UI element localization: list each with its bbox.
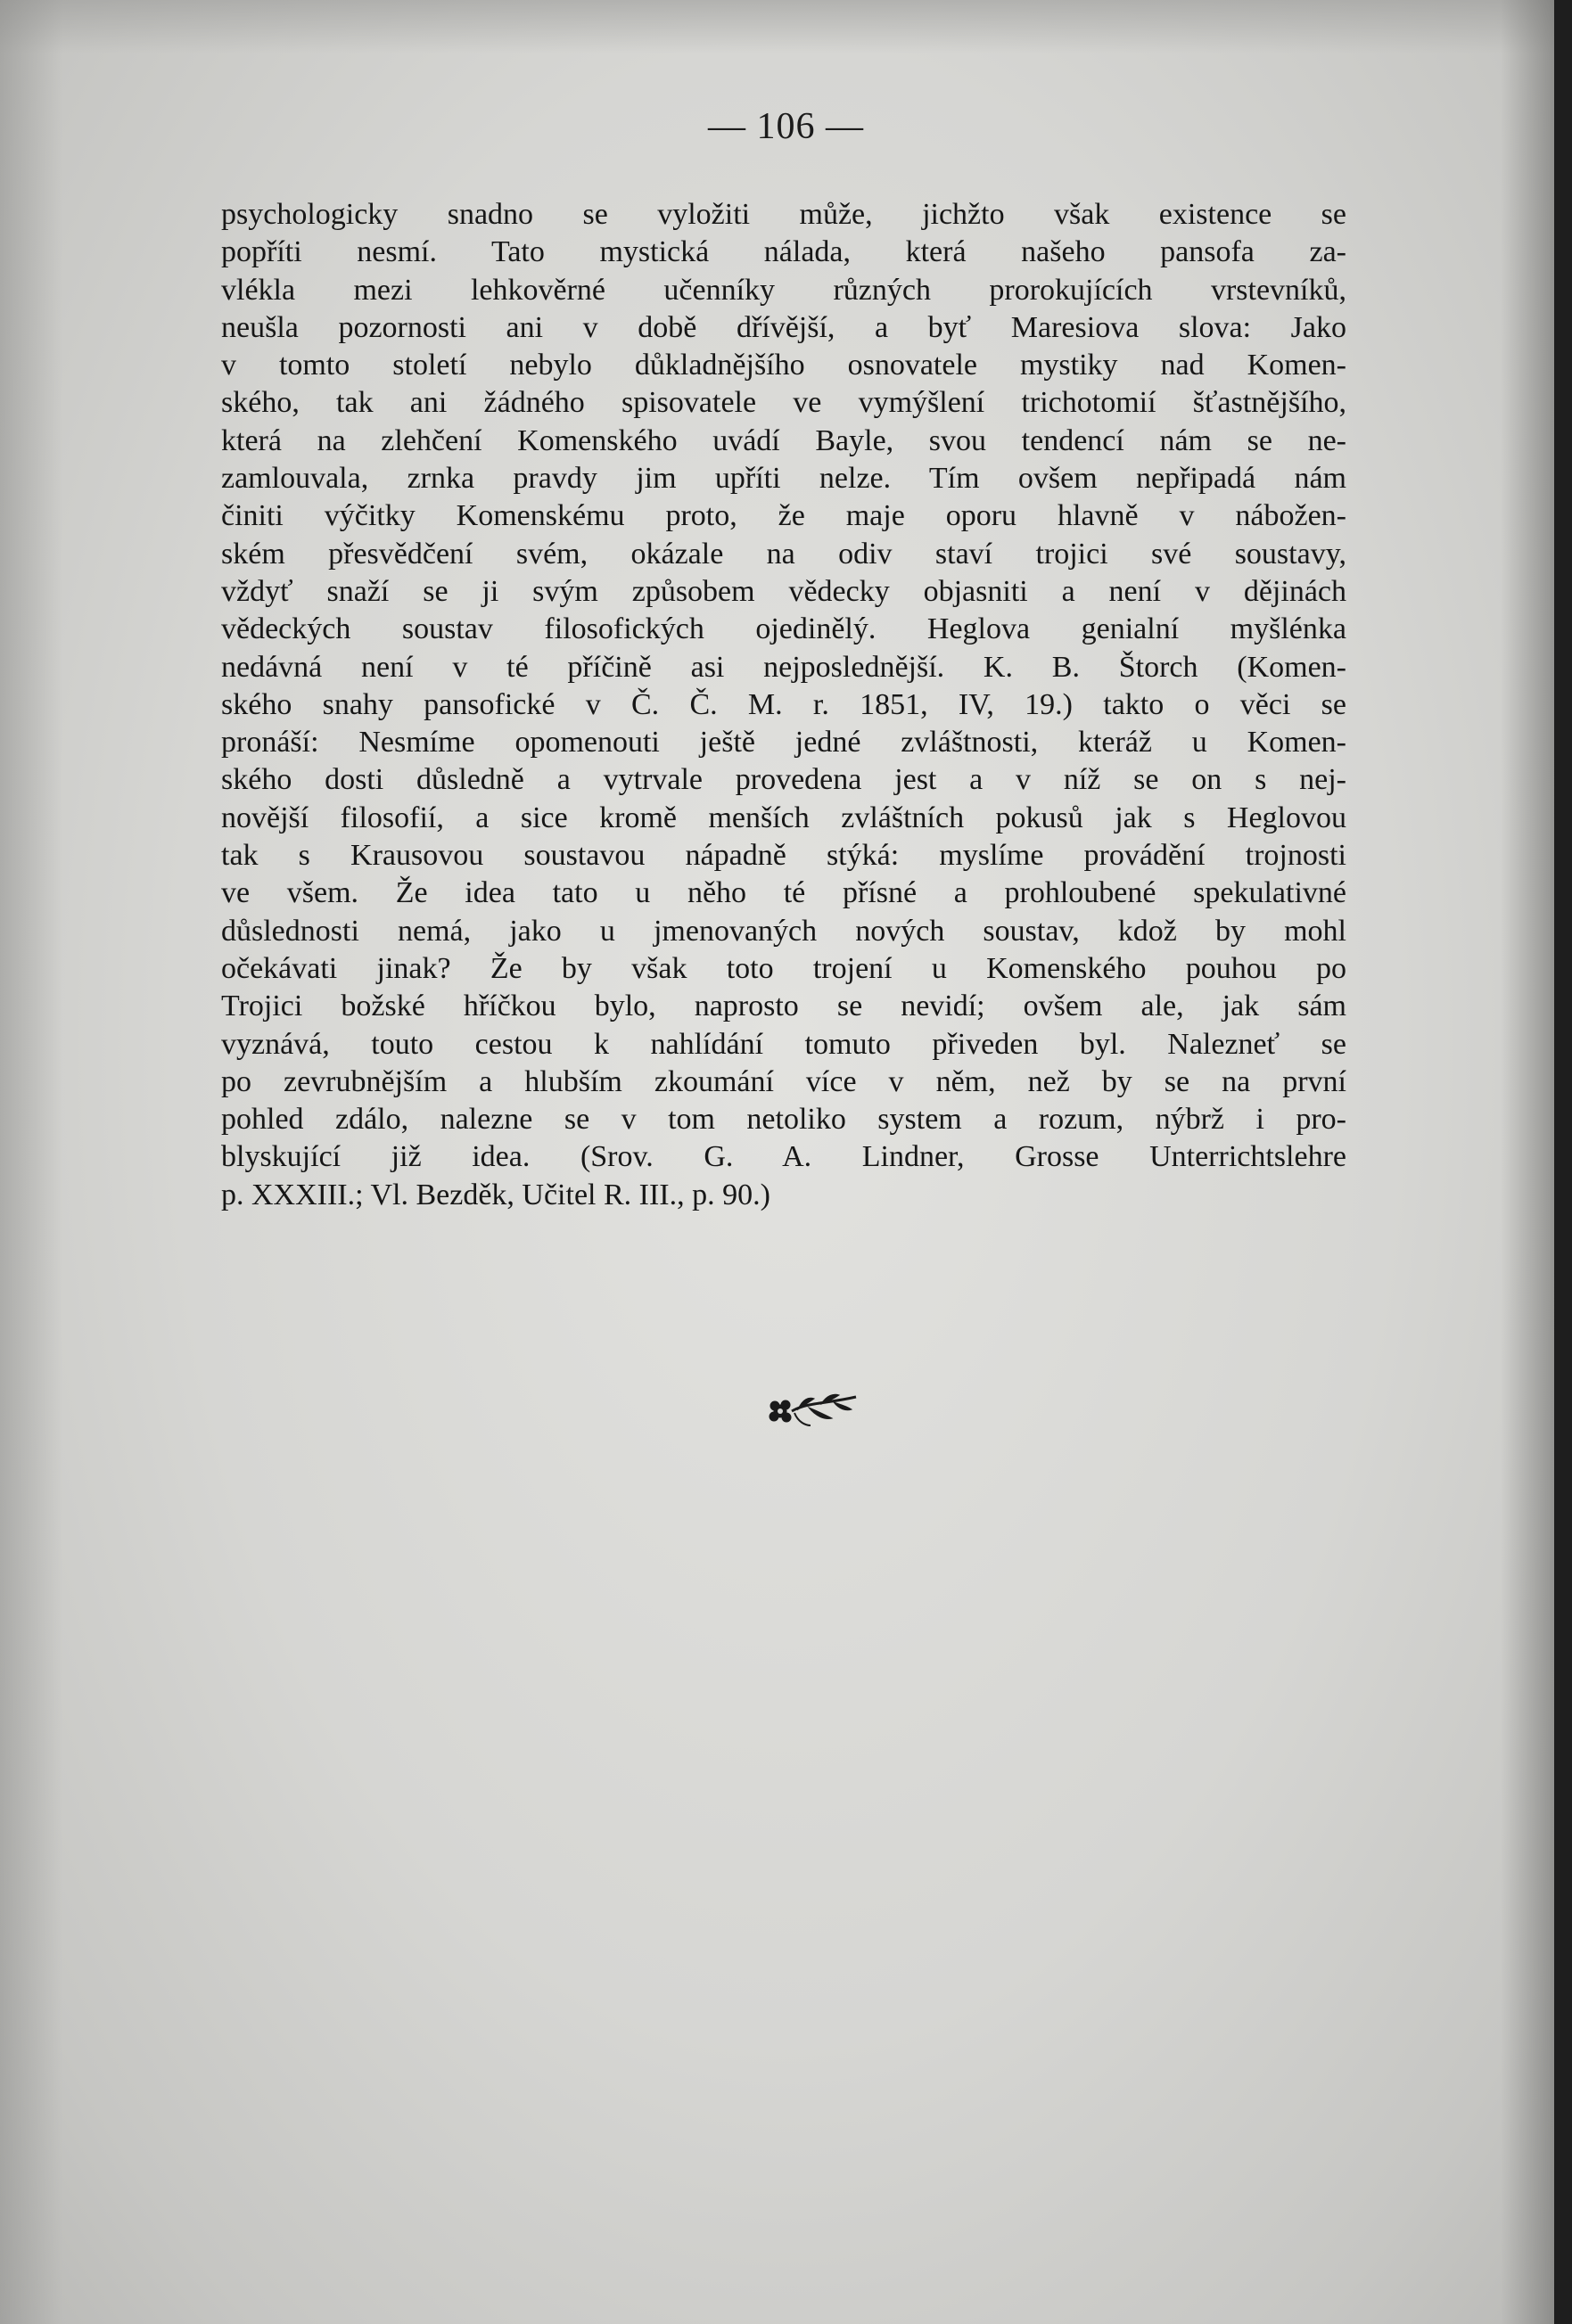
text-line: ského, tak ani žádného spisovatele ve vymýšlení trichotomií šťastnějšího, — [221, 386, 1346, 420]
scan-binding-edge — [1554, 0, 1572, 2324]
text-line: po zevrubnějším a hlubším zkoumání více v něm, než by se na první — [221, 1064, 1346, 1098]
text-line: ském přesvědčení svém, okázale na odiv staví trojici své soustavy, — [221, 537, 1346, 571]
scan-shadow-right — [1501, 0, 1554, 2324]
text-line: vždyť snaží se ji svým způsobem vědecky objasniti a není v dějinách — [221, 574, 1346, 608]
text-line: důslednosti nemá, jako u jmenovaných nových soustav, kdož by mohl — [221, 914, 1346, 948]
text-line: popříti nesmí. Tato mystická nálada, která našeho pansofa za- — [221, 235, 1346, 269]
text-line: neušla pozornosti ani v době dřívější, a byť Maresiova slova: Jako — [221, 310, 1346, 344]
text-line: činiti výčitky Komenskému proto, že maje oporu hlavně v nábožen- — [221, 499, 1346, 533]
text-line: pronáší: Nesmíme opomenouti ještě jedné zvláštnosti, kteráž u Komen- — [221, 726, 1346, 760]
text-line: p. XXXIII.; Vl. Bezděk, Učitel R. III., p. 90.) — [221, 1178, 770, 1211]
text-line: zamlouvala, zrnka pravdy jim upříti nelze. Tím ovšem nepřipadá nám — [221, 462, 1346, 496]
text-line: psychologicky snadno se vyložiti může, jichžto však existence se — [221, 198, 1346, 231]
text-line: Trojici božské hříčkou bylo, naprosto se nevidí; ovšem ale, jak sám — [221, 990, 1346, 1023]
text-line: vlékla mezi lehkověrné učenníky různých prorokujících vrstevníků, — [221, 273, 1346, 307]
scan-shadow-left — [0, 0, 62, 2324]
text-line: vědeckých soustav filosofických ojedinělý. Heglova genialní myšlénka — [221, 612, 1346, 646]
text-line: tak s Krausovou soustavou nápadně stýká: myslíme provádění trojnosti — [221, 839, 1346, 873]
text-line: ského snahy pansofické v Č. Č. M. r. 1851, IV, 19.) takto o věci se — [221, 687, 1346, 721]
text-line: ského dosti důsledně a vytrvale provedena jest a v níž se on s nej- — [221, 763, 1346, 797]
text-line: vyznává, touto cestou k nahlídání tomuto přiveden byl. Nalezneť se — [221, 1027, 1346, 1061]
body-text — [221, 196, 1346, 1214]
text-line: blyskující již idea. (Srov. G. A. Lindner, Grosse Unterrichtslehre — [221, 1140, 1346, 1174]
page-number: — 106 — — [708, 106, 864, 147]
text-line: v tomto století nebylo důkladnějšího osnovatele mystiky nad Komen- — [221, 349, 1346, 382]
text-line: nedávná není v té příčině asi nejposlednější. K. B. Štorch (Komen- — [221, 650, 1346, 684]
scan-shadow-top — [0, 0, 1572, 53]
text-line: která na zlehčení Komenského uvádí Bayle, svou tendencí nám se ne- — [221, 423, 1346, 457]
text-line: novější filosofií, a sice kromě menších zvláštních pokusů jak s Heglovou — [221, 801, 1346, 834]
floral-vignette-icon — [762, 1386, 860, 1431]
text-line: očekávati jinak? Že by však toto trojení u Komenského pouhou po — [221, 951, 1346, 985]
text-line: pohled zdálo, nalezne se v tom netoliko system a rozum, nýbrž i pro- — [221, 1103, 1346, 1137]
text-line: ve všem. Že idea tato u něho té přísné a prohloubené spekulativné — [221, 876, 1346, 910]
